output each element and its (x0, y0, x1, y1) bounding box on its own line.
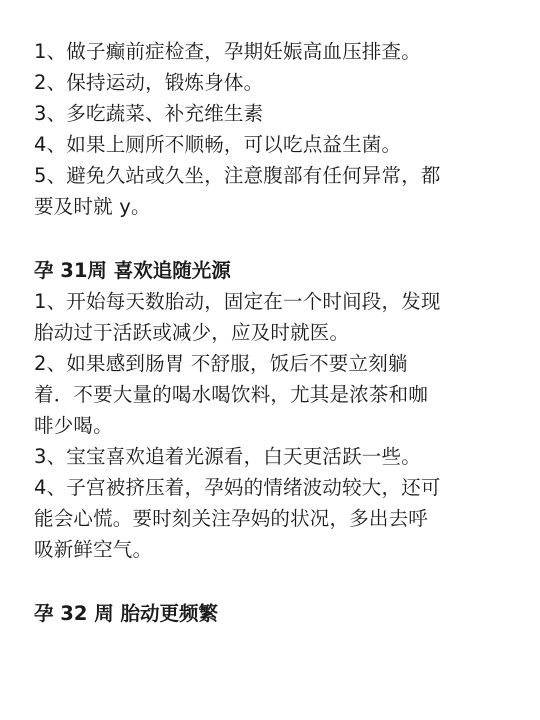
week-32-section (34, 598, 508, 629)
intro-line: 5、避免久站或久坐，注意腹部有任何异常，都 (34, 164, 441, 187)
intro-line: 1、做子癫前症检查，孕期妊娠高血压排查。 (34, 40, 421, 63)
intro-line: 2、保持运动，锻炼身体。 (34, 71, 264, 94)
intro-line: 要及时就 y。 (34, 195, 151, 218)
week-31-line: 4、子宫被挤压着，孕妈的情绪波动较大，还可 (34, 476, 441, 499)
week-31-section (34, 255, 508, 565)
intro-tips (34, 36, 508, 222)
intro-line: 4、如果上厕所不顺畅，可以吃点益生菌。 (34, 133, 402, 156)
intro-line: 3、多吃蔬菜、补充维生素 (34, 102, 264, 125)
week-31-heading: 孕 31周 喜欢追随光源 (34, 259, 231, 282)
section-spacer (34, 565, 508, 598)
week-31-line: 着．不要大量的喝水喝饮料，尤其是浓茶和咖 (34, 383, 429, 406)
week-31-line: 吸新鲜空气。 (34, 538, 153, 561)
week-32-heading: 孕 32 周 胎动更频繁 (34, 602, 219, 625)
week-31-line: 胎动过于活跃或减少，应及时就医。 (34, 321, 350, 344)
section-spacer (34, 222, 508, 255)
week-31-line: 能会心慌。要时刻关注孕妈的状况，多出去呼 (34, 507, 429, 530)
week-31-line: 2、如果感到肠胃 不舒服，饭后不要立刻躺 (34, 352, 408, 375)
week-31-line: 1、开始每天数胎动，固定在一个时间段，发现 (34, 290, 441, 313)
week-31-line: 3、宝宝喜欢追着光源看，白天更活跃一些。 (34, 445, 421, 468)
week-31-line: 啡少喝。 (34, 414, 113, 437)
